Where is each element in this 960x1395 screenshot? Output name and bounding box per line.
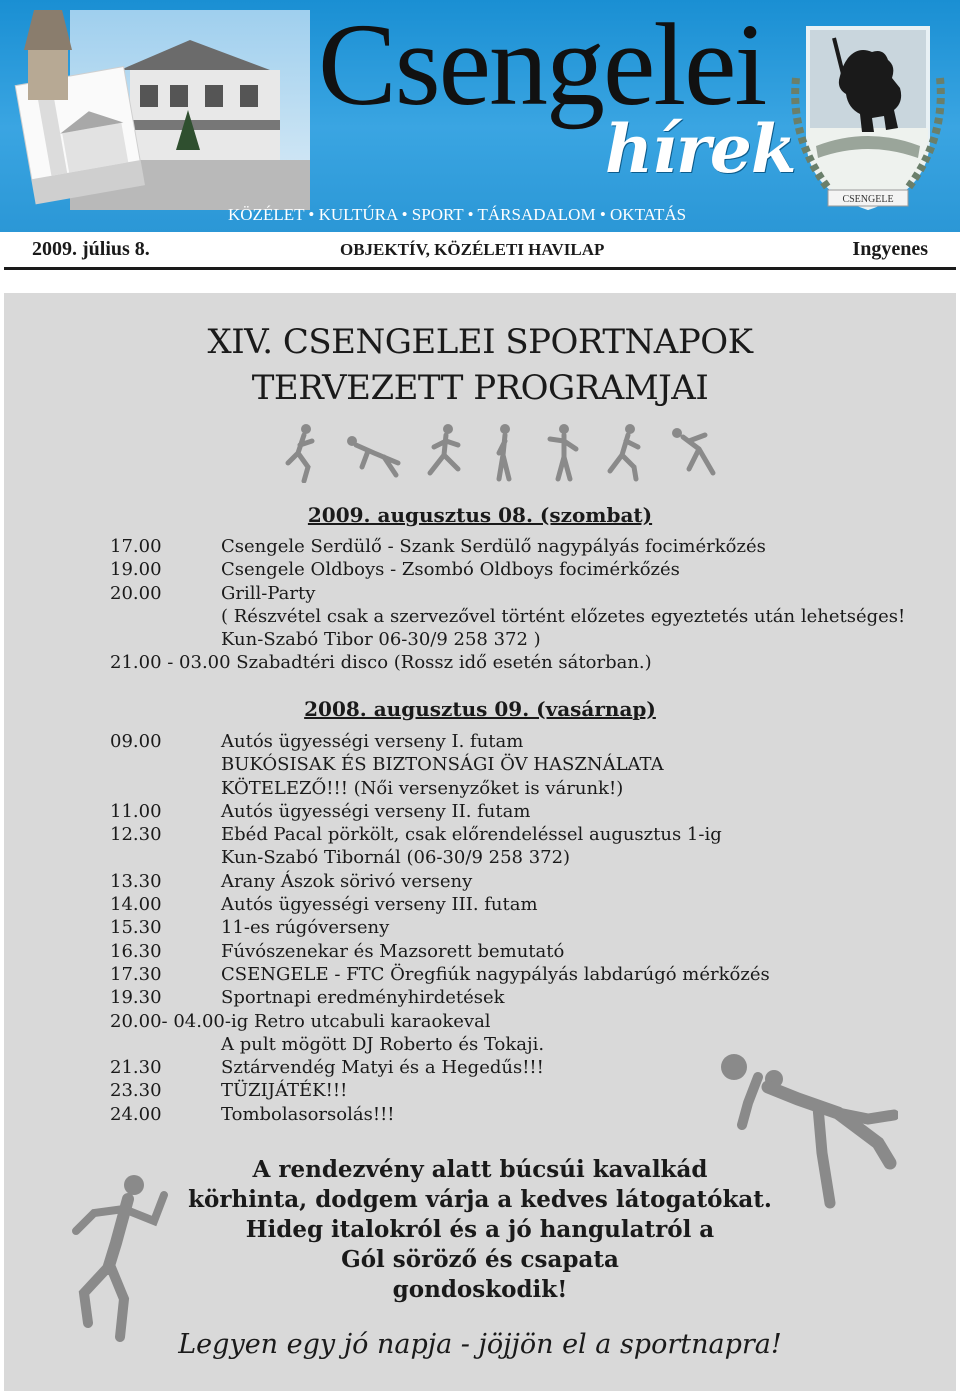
masthead-text: OBJEKTÍV, KÖZÉLETI HAVILAP xyxy=(340,240,605,259)
volleyball-icon xyxy=(672,428,713,473)
header-banner xyxy=(0,0,960,232)
tagline: KÖZÉLET • KULTÚRA • SPORT • TÁRSADALOM • OKTATÁS xyxy=(228,205,687,224)
slogan: Legyen egy jó napja - jöjjön el a sportnapra! xyxy=(178,1329,782,1360)
price-label: Ingyenes xyxy=(852,238,928,260)
sprinter-icon xyxy=(430,424,458,473)
athlete-icon xyxy=(550,424,576,479)
sport-figures-row xyxy=(274,423,734,483)
title-line-2: TERVEZETT PROGRAMJAI xyxy=(251,368,709,408)
newspaper-title: Csengelei xyxy=(318,0,766,130)
closing-line: körhinta, dodgem várja a kedves látogatókat. xyxy=(188,1186,772,1213)
issue-date: 2009. július 8. xyxy=(32,238,150,260)
crest-label: CSENGELE xyxy=(842,194,894,205)
closing-line: gondoskodik! xyxy=(392,1276,568,1303)
program-panel: XIV. CSENGELEI SPORTNAPOK TERVEZETT PROGRAMJAI 2009. augusztus 08. (szombat) 17.00 Csengele Serdülő - Szank Serdülő nagypályás focimérkőzés 19.00 Csengele Oldboys - Zsombó Oldboys focimérkőzés 20.00 Grill-Party ( Részvétel csak a szervezővel történt előzetes egyeztetés után lehetséges! Kun-Szabó Tibor 06-30/9 258 372 ) 21.00 - 03.00 Szabadtéri disco (Rossz idő esetén sátorban.) 2008. augusztus 09. (vasárnap) 09.00 Autós ügyességi verseny I. futam BUKÓSISAK ÉS BIZTONSÁGI ÖV HASZNÁLATA KÖTELEZŐ!!! (Női versenyzőket is várunk!) 11.00 Autós ügyességi verseny II. futam 12.30 Ebéd Pacal pörkölt, csak előrendeléssel augusztus 1-ig Kun-Szabó Tibornál (06-30/9 258 372) 13.30 Arany Ászok sörivó verseny 14.00 Autós ügyességi verseny III. futam 15.30 11-es rúgóverseny 16.30 Fúvószenekar és Mazsorett bemutató 17.30 CSENGELE - FTC Öregfiúk nagypályás labdarúgó mérkőzés 19.30 Sportnapi eredményhirdetések 20.00- 04.00-ig Retro utcabuli karaokeval A pult mögött DJ Roberto és Tokaji. 21.30 Sztárvendég Matyi és a Hegedűs!!! 23.30 TÜZIJÁTÉK!!! 24.00 Tombolasorsolás!!! A rendezvény alatt búcsúi kavalkád körhinta, dodgem várja a kedves látogatókat. Hideg italokról és a jó hangulatról a Gól söröző és csapata gondoskodik! Legyen egy jó napja - jöjjön el a sportnapra! xyxy=(4,293,956,1391)
newspaper-subtitle: hírek xyxy=(605,110,796,188)
diver-icon xyxy=(347,436,398,475)
town-photo xyxy=(10,10,310,210)
day2-heading: 2008. augusztus 09. (vasárnap) xyxy=(304,697,656,721)
closing-line: A rendezvény alatt búcsúi kavalkád xyxy=(252,1156,708,1183)
lion-crest-icon xyxy=(788,18,948,214)
closing-line: Hideg italokról és a jó hangulatról a xyxy=(245,1216,715,1243)
date-bar xyxy=(0,232,960,270)
jogger-icon xyxy=(610,424,638,479)
closing-line: Gól söröző és csapata xyxy=(341,1246,619,1273)
closing-message xyxy=(4,1155,956,1305)
page-title xyxy=(4,319,956,411)
day1-heading: 2009. augusztus 08. (szombat) xyxy=(307,503,653,527)
title-line-1: XIV. CSENGELEI SPORTNAPOK xyxy=(207,322,753,362)
runner-icon xyxy=(288,424,312,481)
header-divider xyxy=(4,267,956,270)
walker-icon xyxy=(499,424,510,479)
